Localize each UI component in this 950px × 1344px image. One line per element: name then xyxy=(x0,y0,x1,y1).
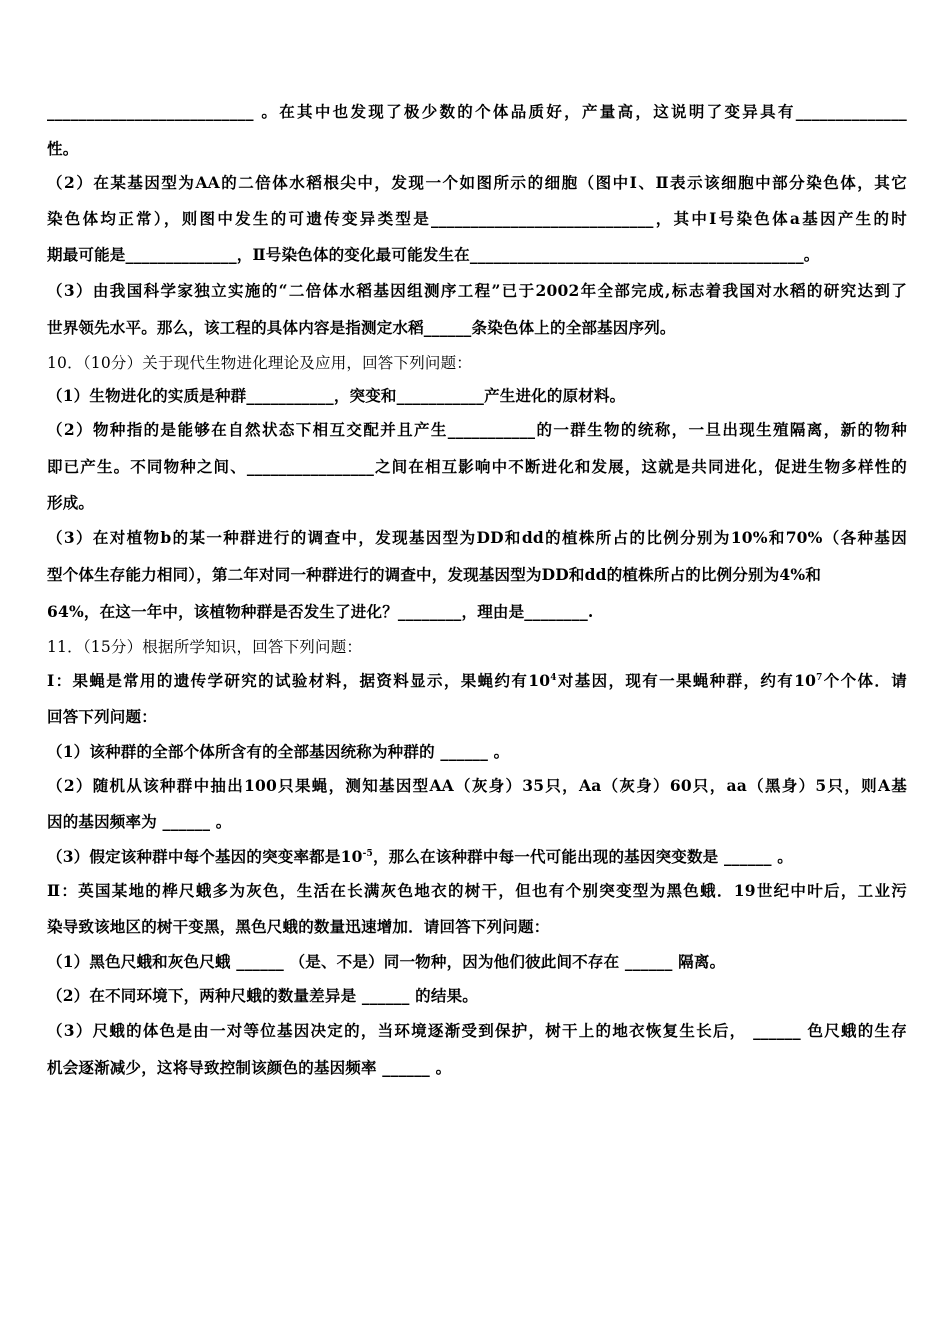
text-line-23: Ⅱ：英国某地的桦尺蛾多为灰色，生活在长满灰色地衣的树干，但也有个别突变型为黑色蛾．19世纪中叶后，工业污 xyxy=(47,881,907,900)
text-line-14: 型个体生存能力相同），第二年对同一种群进行的调查中，发现基因型为DD和dd的植株所占的比例分别为4%和 xyxy=(47,565,822,584)
text-line-24: 染导致该地区的树干变黑，黑色尺蛾的数量迅速增加．请回答下列问题： xyxy=(47,917,550,936)
text-line-2: 性。 xyxy=(47,139,79,158)
text-line-21: 因的基因频率为 ______ 。 xyxy=(47,812,232,831)
text-line-4: 染色体均正常），则图中发生的可遗传变异类型是____________________________，其中Ⅰ号染色体a基因产生的时 xyxy=(47,209,907,228)
text-line-20: （2）随机从该种群中抽出100只果蝇，测知基因型AA（灰身）35只，Aa（灰身）60只，aa（黑身）5只，则A基 xyxy=(47,776,907,795)
text-line-25: （1）黑色尺蛾和灰色尺蛾 ______ （是、不是）同一物种，因为他们彼此间不存在 ______ 隔离。 xyxy=(47,952,726,971)
question-10-heading: 10．（10分）关于现代生物进化理论及应用，回答下列问题： xyxy=(47,354,472,372)
text-line-19: （1）该种群的全部个体所含有的全部基因统称为种群的 ______ 。 xyxy=(47,742,510,761)
text-line-22: （3）假定该种群中每个基因的突变率都是$10^{-5}$，那么在该种群中每一代可能出现的基因突变数是 ______ 。 xyxy=(47,847,793,866)
text-line-12: 形成。 xyxy=(47,493,95,512)
text-line-18: 回答下列问题： xyxy=(47,707,157,726)
text-line-5: 期最可能是______________，Ⅱ号染色体的变化最可能发生在__________________________________________。 xyxy=(47,245,820,264)
text-line-9: （1）生物进化的实质是种群___________，突变和___________产生进化的原材料。 xyxy=(47,386,626,405)
text-line-3: （2）在某基因型为AA的二倍体水稻根尖中，发现一个如图所示的细胞（图中Ⅰ、Ⅱ表示该细胞中部分染色体，其它 xyxy=(47,173,907,192)
text-line-10: （2）物种指的是能够在自然状态下相互交配并且产生___________的一群生物的统称，一旦出现生殖隔离，新的物种 xyxy=(47,420,907,439)
text-line-17: Ⅰ：果蝇是常用的遗传学研究的试验材料，据资料显示，果蝇约有$10^4$对基因，现有一果蝇种群，约有$10^7$个个体．请 xyxy=(47,671,907,690)
text-line-11: 即已产生。不同物种之间、________________之间在相互影响中不断进化和发展，这就是共同进化，促进生物多样性的 xyxy=(47,457,907,476)
question-11-heading: 11．（15分）根据所学知识，回答下列问题： xyxy=(47,638,363,656)
text-line-6: （3）由我国科学家独立实施的“二倍体水稻基因组测序工程”已于2002年全部完成,标志着我国对水稻的研究达到了 xyxy=(47,281,907,300)
text-line-27: （3）尺蛾的体色是由一对等位基因决定的，当环境逐渐受到保护，树干上的地衣恢复生长后， ______ 色尺蛾的生存 xyxy=(47,1021,907,1040)
text-line-1: __________________________ 。在其中也发现了极少数的个体品质好，产量高，这说明了变异具有______________ xyxy=(47,102,907,121)
text-line-26: （2）在不同环境下，两种尺蛾的数量差异是 ______ 的结果。 xyxy=(47,986,478,1005)
text-line-28: 机会逐渐减少，这将导致控制该颜色的基因频率 ______ 。 xyxy=(47,1058,452,1077)
text-line-15: 64%，在这一年中，该植物种群是否发生了进化？________，理由是________. xyxy=(47,602,594,621)
text-line-7: 世界领先水平。那么，该工程的具体内容是指测定水稻______条染色体上的全部基因序列。 xyxy=(47,318,676,337)
text-line-13: （3）在对植物b的某一种群进行的调查中，发现基因型为DD和dd的植株所占的比例分别为10%和70%（各种基因 xyxy=(47,528,907,547)
